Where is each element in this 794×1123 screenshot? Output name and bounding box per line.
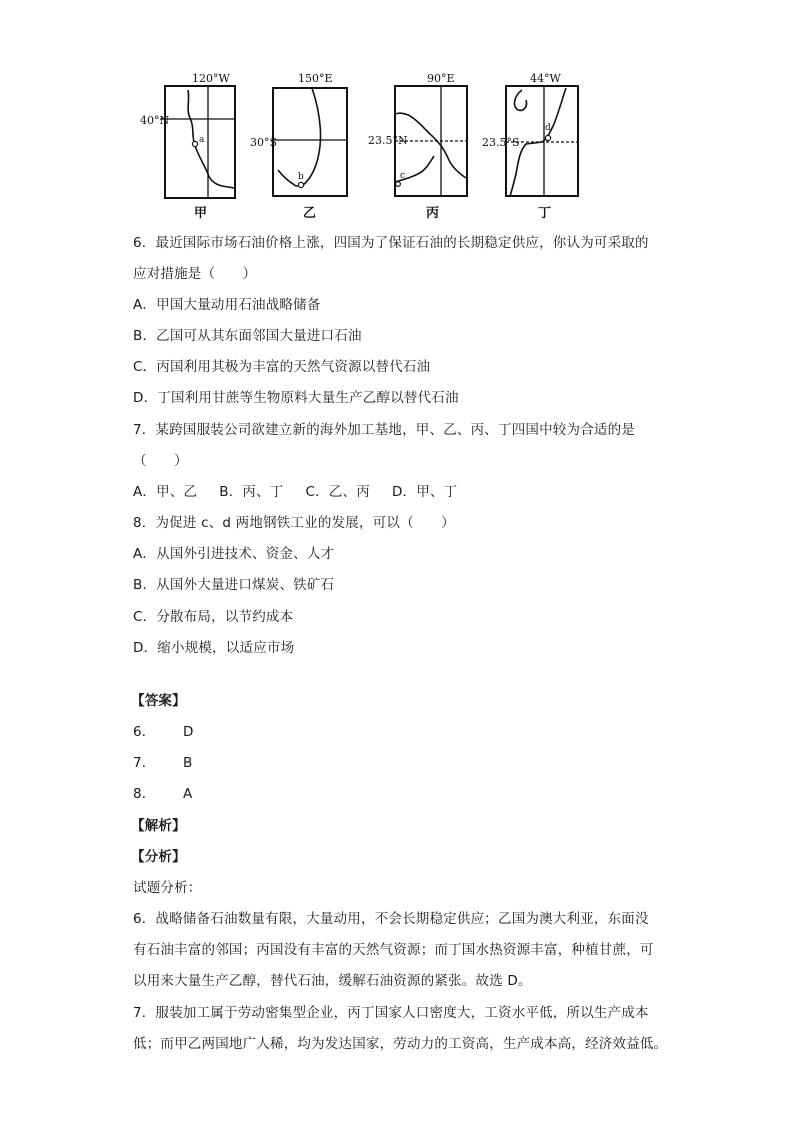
map-ding-point-label: d — [545, 123, 551, 133]
q8-stem: 8．为促进 c、d 两地钢铁工业的发展，可以（ ） — [133, 515, 455, 531]
map-jia-point-a — [192, 141, 197, 146]
answer-heading: 【答案】 — [131, 693, 186, 709]
analysis-p6-line2: 有石油丰富的邻国；丙国没有丰富的天然气资源；而丁国水热资源丰富，种植甘蔗，可 — [133, 942, 654, 958]
answer-item-7 — [133, 754, 192, 772]
map-bing — [368, 72, 467, 221]
map-bing-lon-label: 90°E — [427, 72, 455, 85]
map-yi-lat-label: 30°S — [250, 136, 278, 149]
map-ding-caption: 丁 — [538, 206, 552, 221]
q7-stem-line1: 7．某跨国服装公司欲建立新的海外加工基地，甲、乙、丙、丁四国中较为合适的是 — [133, 422, 635, 438]
q7-options — [133, 483, 479, 501]
map-yi-caption: 乙 — [303, 206, 317, 221]
map-yi-lon-label: 150°E — [298, 72, 333, 85]
q6-option-a: A．甲国大量动用石油战略储备 — [133, 297, 321, 313]
map-yi-point-b — [298, 182, 303, 187]
q7-option-a: A．甲、乙 — [133, 484, 198, 500]
map-bing-point-label: c — [400, 171, 406, 181]
map-figures — [130, 66, 600, 226]
answer-item-6-val: D — [183, 724, 194, 740]
map-figures-svg — [130, 66, 600, 226]
answer-item-7-num: 7． — [133, 755, 156, 771]
analysis-p7-line1: 7．服装加工属于劳动密集型企业，丙丁国家人口密度大，工资水平低，所以生产成本 — [133, 1005, 649, 1021]
map-ding-lon-label: 44°W — [530, 72, 561, 85]
answer-item-6-num: 6． — [133, 724, 156, 740]
map-bing-caption: 丙 — [426, 206, 440, 221]
q8-option-c: C．分散布局，以节约成本 — [133, 609, 294, 625]
answer-item-8 — [133, 785, 192, 803]
q6-option-b: B．乙国可从其东面邻国大量进口石油 — [133, 328, 362, 344]
map-yi-frame — [273, 88, 347, 196]
answer-item-6 — [133, 723, 194, 741]
q7-option-b: B．丙、丁 — [219, 484, 284, 500]
analysis-p6-line1: 6．战略储备石油数量有限，大量动用，不会长期稳定供应；乙国为澳大利亚，东面没 — [133, 911, 649, 927]
q8-option-d: D．缩小规模，以适应市场 — [133, 640, 295, 656]
q8-option-b: B．从国外大量进口煤炭、铁矿石 — [133, 577, 335, 593]
answer-item-7-val: B — [183, 755, 193, 771]
q6-stem-line2: 应对措施是（ ） — [133, 266, 257, 282]
analysis-intro: 试题分析： — [133, 880, 202, 896]
map-bing-coastline — [395, 113, 466, 182]
map-ding — [482, 72, 578, 221]
analysis-p6-line3: 以用来大量生产乙醇，替代石油，缓解石油资源的紧张。故选 D。 — [133, 973, 532, 989]
map-jia-coastline — [188, 90, 234, 188]
q6-option-c: C．丙国利用其极为丰富的天然气资源以替代石油 — [133, 359, 431, 375]
analysis-heading: 【解析】 — [131, 818, 186, 834]
map-jia-lon-label: 120°W — [192, 72, 230, 85]
q7-stem-line2: （ ） — [133, 453, 188, 469]
analysis-p7-line2: 低；而甲乙两国地广人稀，均为发达国家，劳动力的工资高，生产成本高，经济效益低。 — [133, 1036, 668, 1052]
map-jia — [140, 72, 235, 221]
map-ding-point-d — [545, 135, 550, 140]
map-bing-lat-label: 23.5°N — [368, 134, 408, 147]
map-jia-point-label: a — [199, 135, 205, 145]
map-yi-point-label: b — [298, 172, 304, 182]
q6-stem-line1: 6．最近国际市场石油价格上涨，四国为了保证石油的长期稳定供应，你认为可采取的 — [133, 235, 649, 251]
map-ding-lat-label: 23.5°S — [482, 136, 520, 149]
q6-option-d: D．丁国利用甘蔗等生物原料大量生产乙醇以替代石油 — [133, 390, 459, 406]
answer-item-8-num: 8． — [133, 786, 156, 802]
map-jia-caption: 甲 — [194, 206, 208, 221]
map-yi — [250, 72, 347, 221]
map-bing-point-c — [396, 182, 401, 187]
map-jia-lat-label: 40°N — [140, 114, 170, 127]
q7-option-d: D．甲、丁 — [391, 484, 458, 500]
answer-item-8-val: A — [183, 786, 193, 802]
q8-option-a: A．从国外引进技术、资金、人才 — [133, 546, 335, 562]
q7-option-c: C．乙、丙 — [305, 484, 370, 500]
fenxi-heading: 【分析】 — [131, 849, 186, 865]
